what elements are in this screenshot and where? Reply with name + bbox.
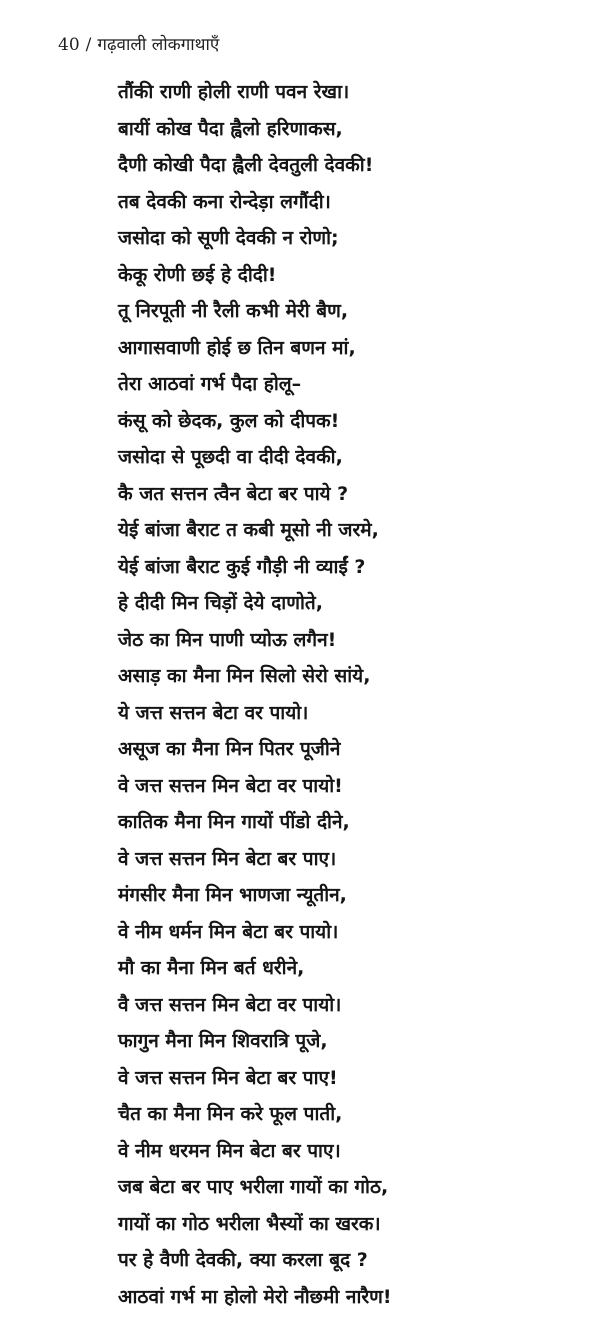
verse-line: आगासवाणी होई छ तिन बणन मां, bbox=[118, 336, 356, 359]
verse-line: तब देवकी कना रोन्देड़ा लगौंदी। bbox=[118, 190, 331, 213]
verse-line: जब बेटा बर पाए भरीला गायों का गोठ, bbox=[118, 1176, 389, 1198]
verse-line: येई बांजा बैराट कुई गौड़ी नी व्याईं ? bbox=[118, 555, 366, 578]
verse-line: कंसू को छेदक, कुल को दीपक! bbox=[118, 409, 340, 432]
verse-line: असाड़ का मैना मिन सिलो सेरो सांये, bbox=[118, 665, 371, 687]
verse-line: वे जत्त सत्तन मिन बेटा वर पायो! bbox=[118, 774, 343, 797]
verse-line: आठवां गर्भ मा होलो मेरो नौछमी नारैण! bbox=[118, 1285, 392, 1308]
verse-line: ये जत्त सत्तन बेटा वर पायो। bbox=[118, 701, 309, 724]
verse-line: पर हे वैणी देवकी, क्या करला बूद ? bbox=[118, 1249, 368, 1271]
verse-line: येई बांजा बैराट त कबी मूसो नी जरमे, bbox=[118, 519, 379, 541]
verse-line: जसोदा से पूछदी वा दीदी देवकी, bbox=[118, 446, 343, 468]
verse-line: हे दीदी मिन चिड़ों देये दाणोते, bbox=[118, 592, 323, 614]
verse-line: चैत का मैना मिन करे फूल पाती, bbox=[118, 1103, 343, 1125]
verse-line: केकू रोणी छई हे दीदी! bbox=[118, 263, 277, 286]
verse-line: तेरा आठवां गर्भ पैदा होलू– bbox=[118, 373, 302, 395]
verse-line: वे जत्त सत्तन मिन बेटा बर पाए! bbox=[118, 1066, 338, 1089]
verse-line: तौंकी राणी होली राणी पवन रेखा। bbox=[118, 81, 350, 103]
verse-line: दैणी कोखी पैदा ह्वैली देवतुली देवकी! bbox=[118, 154, 374, 176]
verse-line: कातिक मैना मिन गायों पींडो दीने, bbox=[118, 811, 350, 833]
verse-line: वे नीम धरमन मिन बेटा बर पाए। bbox=[118, 1139, 341, 1162]
header-separator: / bbox=[85, 35, 92, 55]
verse-line: वै जत्त सत्तन मिन बेटा वर पायो। bbox=[118, 993, 342, 1016]
verse-line: फागुन मैना मिन शिवरात्रि पूजे, bbox=[118, 1030, 328, 1052]
verse-line: मौ का मैना मिन बर्त धरीने, bbox=[118, 957, 305, 979]
verse-line: असूज का मैना मिन पितर पूजीने bbox=[118, 738, 341, 760]
verse-line: वे जत्त सत्तन मिन बेटा बर पाए। bbox=[118, 847, 337, 870]
verse-line: वे नीम धर्मन मिन बेटा बर पायो। bbox=[118, 920, 339, 943]
book-title: गढ़वाली लोकगाथाएँ bbox=[97, 35, 220, 55]
verse-line: बायीं कोख पैदा ह्वैलो हरिणाकस, bbox=[118, 117, 343, 140]
verse-line: जेठ का मिन पाणी प्योऊ लगैन! bbox=[118, 628, 337, 651]
verse-line: गायों का गोठ भरीला भैस्यों का खरक। bbox=[118, 1212, 381, 1235]
page-number: 40 bbox=[58, 35, 80, 55]
verse-line: जसोदा को सूणी देवकी न रोणो; bbox=[118, 227, 339, 249]
verse-line: कै जत सत्तन त्वैन बेटा बर पाये ? bbox=[118, 482, 349, 505]
verse-line: तू निरपूती नी रैली कभी मेरी बैण, bbox=[118, 300, 349, 322]
running-header bbox=[58, 32, 219, 55]
verse-block bbox=[118, 74, 588, 1315]
verse-line: मंगसीर मैना मिन भाणजा न्यूतीन, bbox=[118, 884, 347, 906]
